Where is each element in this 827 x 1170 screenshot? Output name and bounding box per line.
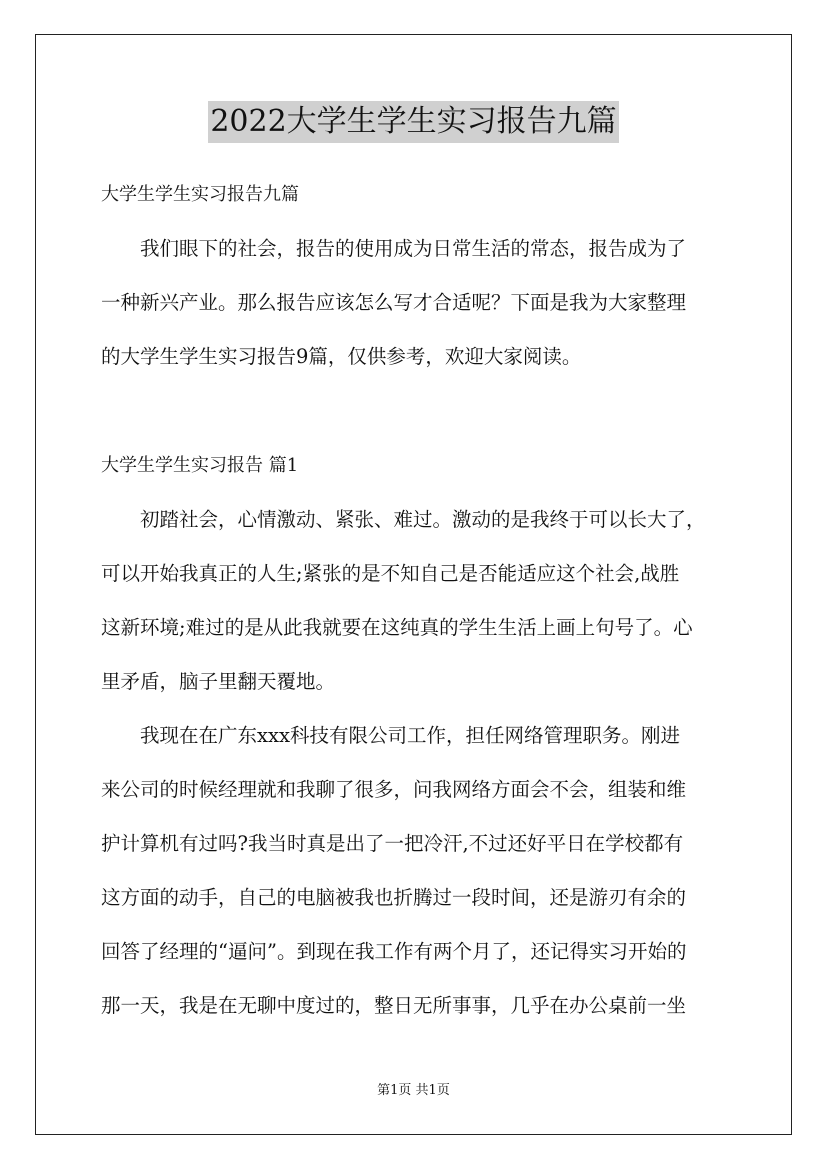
paragraph-line: 我现在在广东xxx科技有限公司工作，担任网络管理职务。刚进 (101, 724, 680, 747)
paragraph-line: 回答了经理的“逼问”。到现在我工作有两个月了，还记得实习开始的 (101, 940, 687, 963)
intro-line-3: 的大学生学生实习报告9篇，仅供参考，欢迎大家阅读。 (101, 345, 582, 368)
intro-line-1: 我们眼下的社会，报告的使用成为日常生活的常态，报告成为了 (101, 237, 687, 260)
paragraph-line: 这方面的动手，自己的电脑被我也折腾过一段时间，还是游刃有余的 (101, 886, 687, 909)
paragraph-line: 来公司的时候经理就和我聊了很多，问我网络方面会不会，组装和维 (101, 778, 687, 801)
section-heading: 大学生学生实习报告 篇1 (101, 455, 299, 476)
paragraph-line: 初踏社会，心情激动、紧张、难过。激动的是我终于可以长大了， (101, 508, 706, 531)
page-footer: 第1页 共1页 (377, 1083, 450, 1098)
subtitle: 大学生学生实习报告九篇 (101, 184, 299, 205)
paragraph-line: 护计算机有过吗?我当时真是出了一把冷汗,不过还好平日在学校都有 (101, 832, 684, 855)
paragraph-line: 里矛盾，脑子里翻天覆地。 (101, 670, 336, 693)
intro-line-2: 一种新兴产业。那么报告应该怎么写才合适呢？下面是我为大家整理 (101, 291, 687, 314)
paragraph-line: 可以开始我真正的人生;紧张的是不知自己是否能适应这个社会,战胜 (101, 562, 680, 585)
document-title: 2022大学生学生实习报告九篇 (208, 101, 618, 143)
paragraph-line: 那一天，我是在无聊中度过的，整日无所事事，几乎在办公桌前一坐 (101, 994, 687, 1017)
paragraph-line: 这新环境;难过的是从此我就要在这纯真的学生生活上画上句号了。心 (101, 616, 693, 639)
title-container (0, 101, 827, 143)
